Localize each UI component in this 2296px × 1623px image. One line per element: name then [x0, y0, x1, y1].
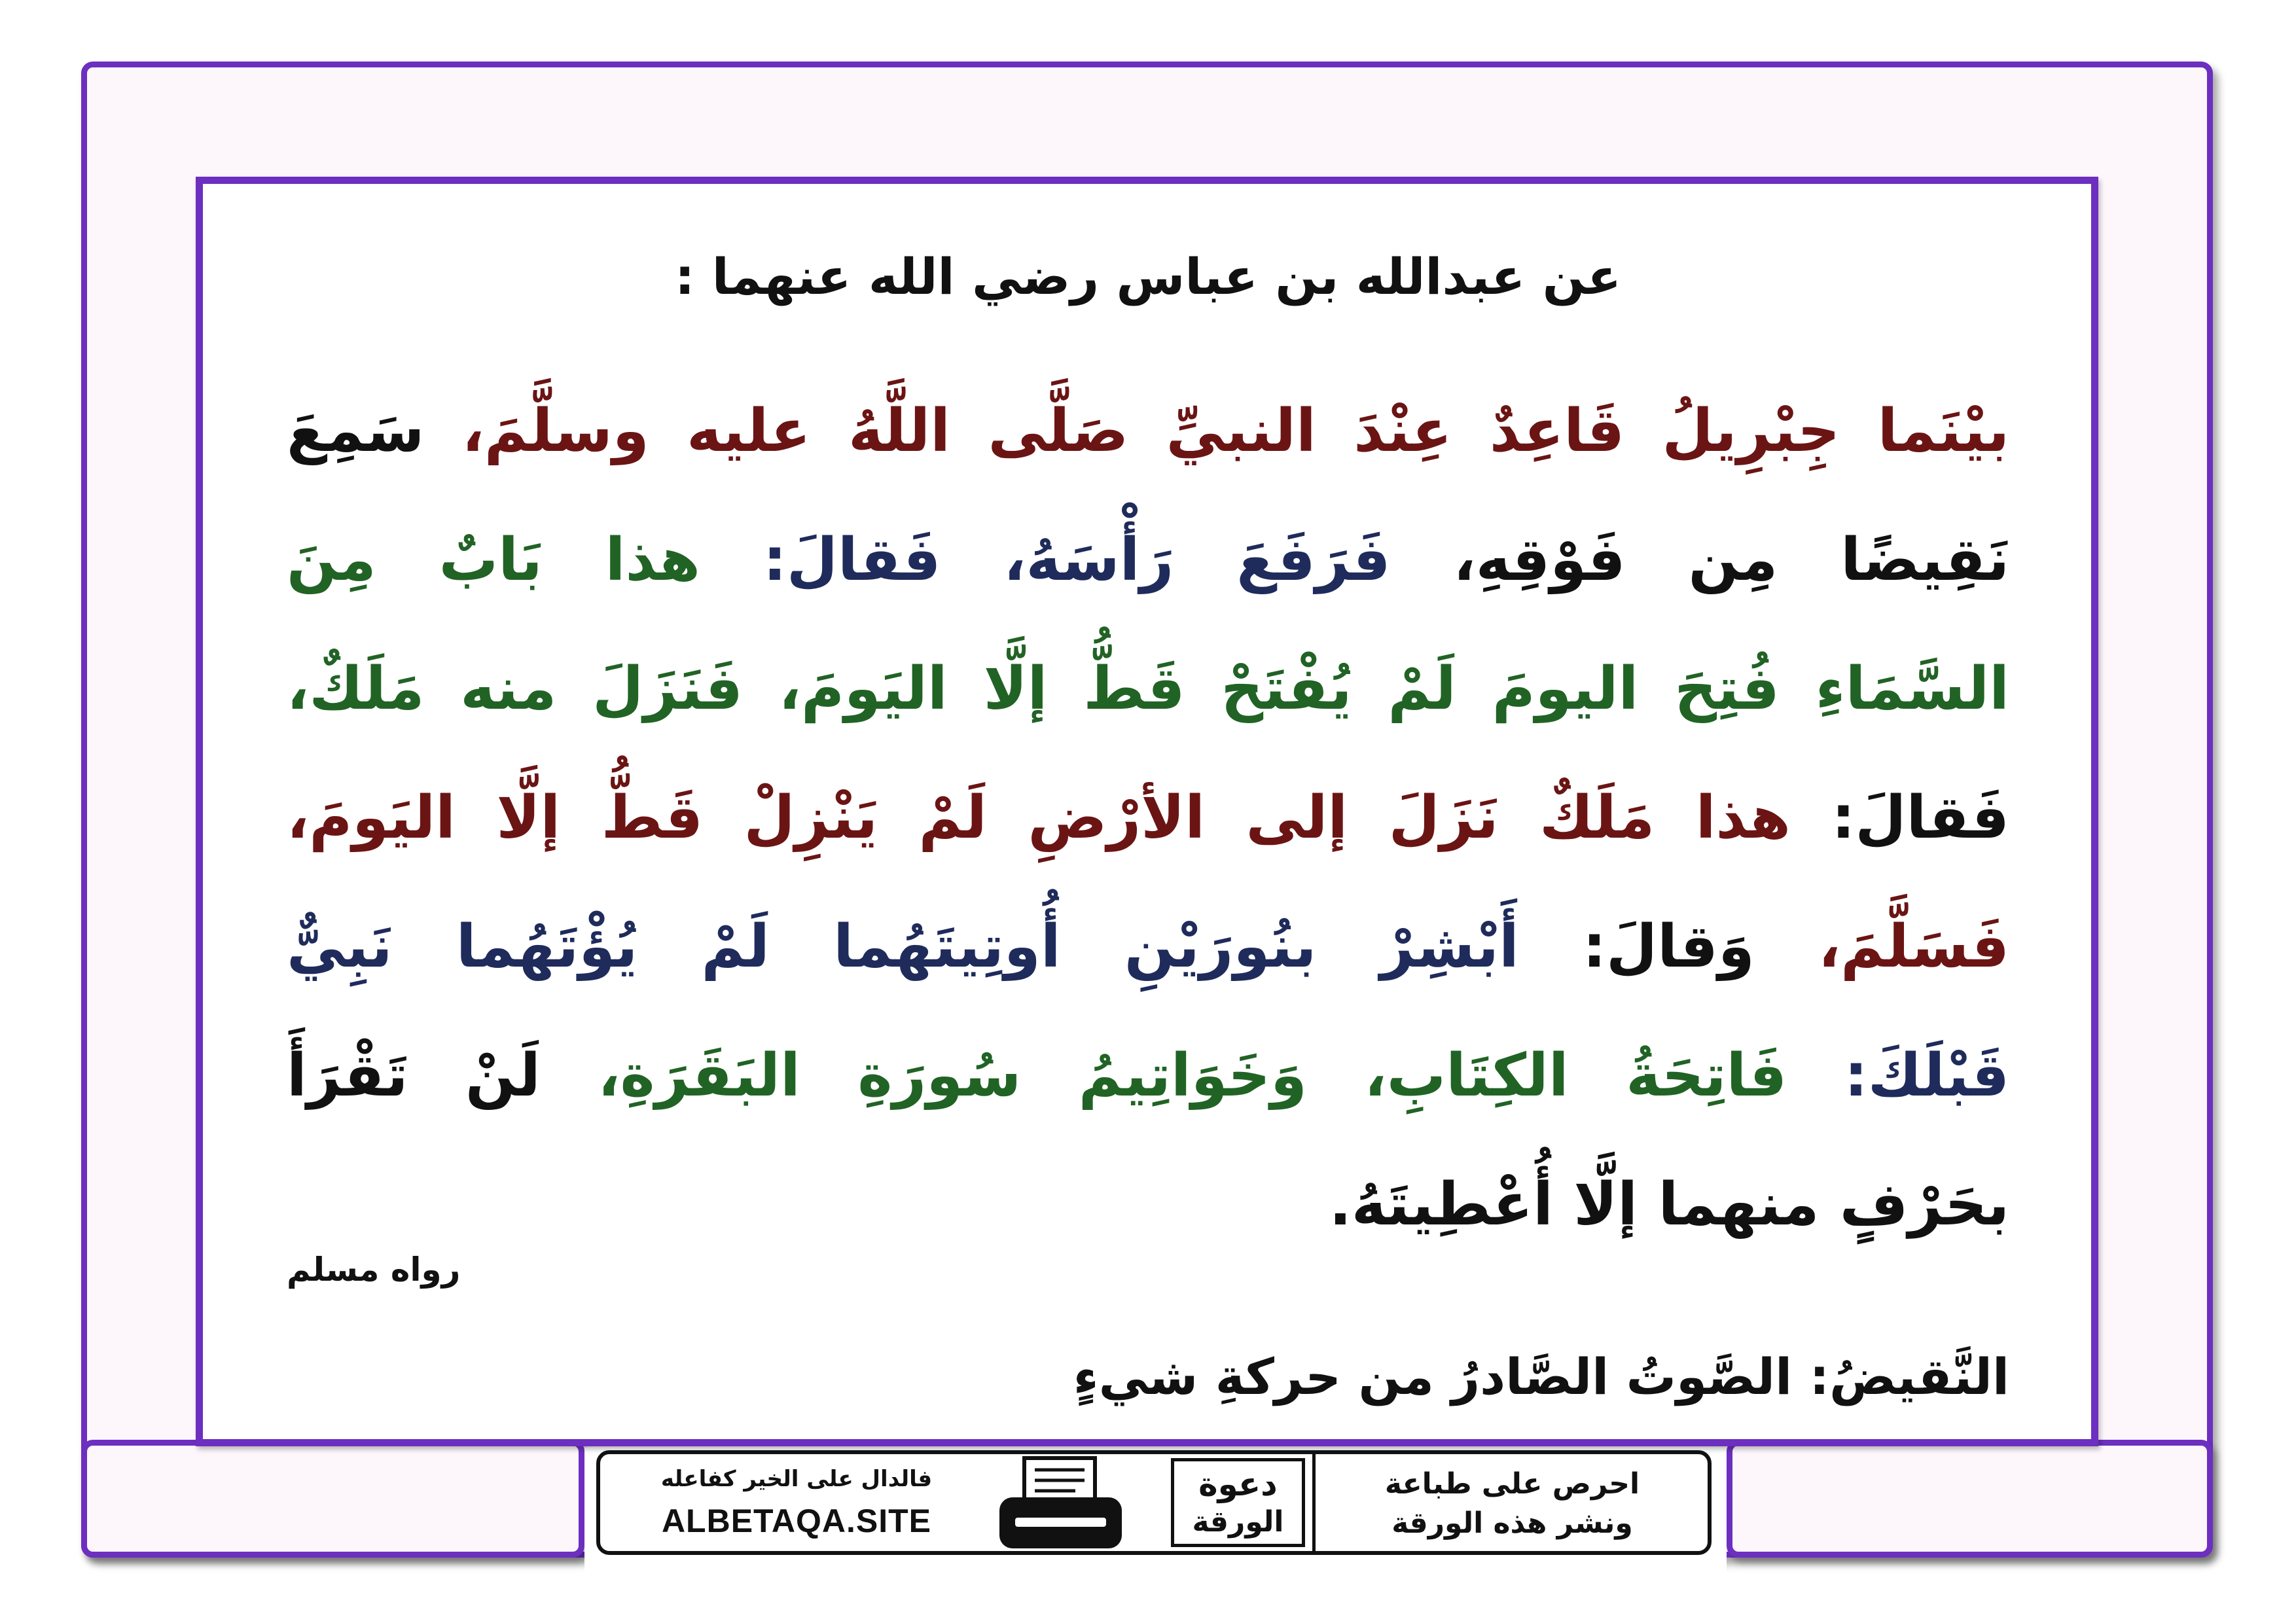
print-appeal-line-2: ونشر هذه الورقة: [1391, 1507, 1633, 1540]
logo-word-top: دعوة: [1198, 1465, 1278, 1503]
footer-quote: فالدال على الخير كفاعله: [660, 1466, 933, 1492]
hadith-segment: لَنْ تَقْرَأَ: [287, 1041, 541, 1110]
hadith-segment: قَبْلَكَ:: [1787, 1041, 2009, 1110]
hadith-segment: فَرَفَعَ رَأْسَهُ، فَقالَ:: [700, 526, 1391, 594]
footer-corner-box-right: [1727, 1440, 2213, 1558]
hadith-segment: فَاتِحَةُ الكِتَابِ، وَخَوَاتِيمُ سُورَةِ البَقَرَةِ،: [540, 1041, 1787, 1110]
hadith-source: رواه مسلم: [287, 1251, 461, 1289]
print-appeal: [1317, 1454, 1708, 1551]
hadith-line: [287, 366, 2009, 495]
website-block: [600, 1454, 993, 1551]
dawat-alwaraqa-logo: [1171, 1458, 1305, 1547]
hadith-segment: نَقِيضًا مِن فَوْقِهِ،: [1390, 526, 2009, 594]
footer-corner-box-left: [81, 1440, 584, 1558]
hadith-segment: سَمِعَ: [287, 397, 425, 465]
hadith-line: [287, 882, 2009, 1011]
hadith-segment: فَقالَ:: [1790, 783, 2009, 852]
badge-divider: [1312, 1454, 1316, 1551]
hadith-line: [287, 753, 2009, 882]
hadith-line: [287, 1011, 2009, 1140]
hadith-line: [287, 624, 2009, 753]
hadith-text: [287, 366, 2009, 1269]
logo-word-bottom: الورقة: [1192, 1505, 1284, 1539]
word-definition: النَّقيضُ: الصَّوتُ الصَّادرُ من حركةِ شيءٍ: [1073, 1347, 2009, 1406]
print-appeal-line-1: احرص على طباعة: [1384, 1467, 1640, 1501]
hadith-segment: أَبْشِرْ بنُورَيْنِ أُوتِيتَهُما لَمْ يُؤْتَهُما نَبِيٌّ: [287, 912, 1519, 981]
hadith-segment: وَقالَ:: [1518, 912, 1755, 981]
hadith-segment: هذا بَابٌ مِنَ: [287, 526, 700, 594]
hadith-line: [287, 495, 2009, 624]
hadith-segment: بيْنَما جِبْرِيلُ قَاعِدٌ عِنْدَ النبيِّ صَلَّى اللَّهُ عليه وسلَّمَ،: [424, 397, 2009, 465]
hadith-segment: بحَرْفٍ منهما إلَّا أُعْطِيتَهُ.: [1329, 1170, 2009, 1239]
narrator-attribution: عن عبدالله بن عباس رضي الله عنهما :: [674, 247, 1622, 306]
hadith-segment: السَّمَاءِ فُتِحَ اليومَ لَمْ يُفْتَحْ قَطُّ إلَّا اليَومَ، فَنَزَلَ منه مَلَكٌ،: [287, 654, 2009, 723]
website-url: ALBETAQA.SITE: [661, 1503, 932, 1539]
hadith-segment: فَسَلَّمَ،: [1754, 912, 2009, 981]
footer-badge: [596, 1450, 1712, 1555]
printer-icon: [997, 1454, 1124, 1551]
hadith-segment: هذا مَلَكٌ نَزَلَ إلى الأرْضِ لَمْ يَنْزِلْ قَطُّ إلَّا اليَومَ،: [287, 783, 1791, 852]
